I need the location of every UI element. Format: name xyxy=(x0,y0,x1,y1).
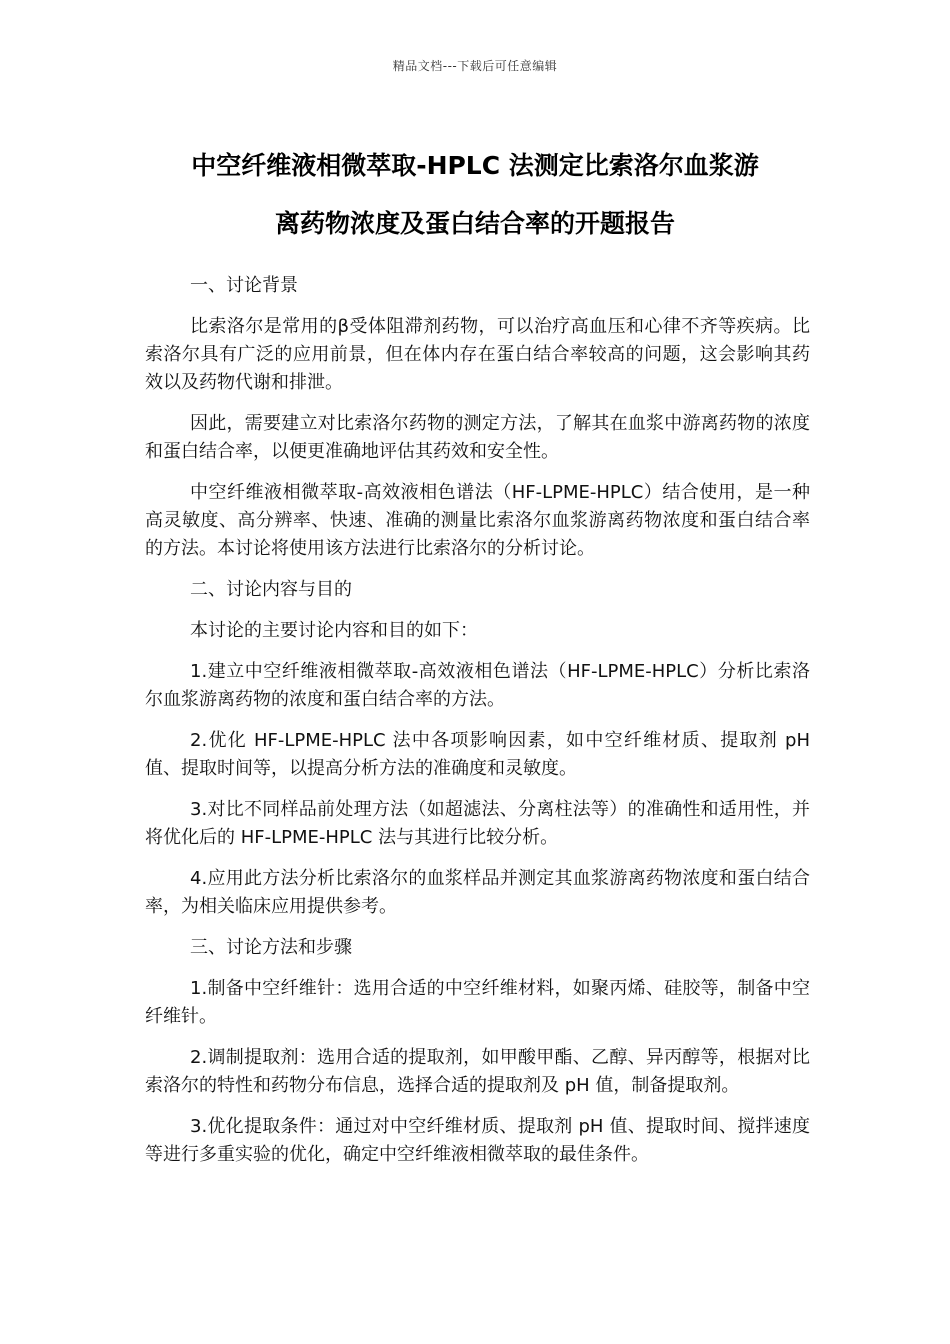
paragraph: 比索洛尔是常用的β受体阻滞剂药物，可以治疗高血压和心律不齐等疾病。比索洛尔具有广泛的应用前景，但在体内存在蛋白结合率较高的问题，这会影响其药效以及药物代谢和排泄。 xyxy=(145,316,810,393)
list-item: 2.调制提取剂：选用合适的提取剂，如甲酸甲酯、乙醇、异丙醇等，根据对比索洛尔的特性和药物分布信息，选择合适的提取剂及 pH 值，制备提取剂。 xyxy=(145,1047,810,1096)
paragraph: 因此，需要建立对比索洛尔药物的测定方法，了解其在血浆中游离药物的浓度和蛋白结合率，以便更准确地评估其药效和安全性。 xyxy=(145,413,810,462)
list-item: 3.对比不同样品前处理方法（如超滤法、分离柱法等）的准确性和适用性，并将优化后的 HF-LPME-HPLC 法与其进行比较分析。 xyxy=(145,799,810,848)
section-heading-content-purpose: 二、讨论内容与目的 xyxy=(190,579,352,600)
title-line-2: 离药物浓度及蛋白结合率的开题报告 xyxy=(274,209,675,238)
section-heading-methods: 三、讨论方法和步骤 xyxy=(190,937,352,958)
list-item: 2.优化 HF-LPME-HPLC 法中各项影响因素，如中空纤维材质、提取剂 pH 值、提取时间等，以提高分析方法的准确度和灵敏度。 xyxy=(145,730,810,779)
document-title xyxy=(120,137,830,253)
list-item: 1.制备中空纤维针：选用合适的中空纤维材料，如聚丙烯、硅胶等，制备中空纤维针。 xyxy=(145,978,810,1027)
section-heading-background: 一、讨论背景 xyxy=(190,275,298,296)
list-item: 4.应用此方法分析比索洛尔的血浆样品并测定其血浆游离药物浓度和蛋白结合率，为相关临床应用提供参考。 xyxy=(145,868,810,917)
list-item: 1.建立中空纤维液相微萃取-高效液相色谱法（HF-LPME-HPLC）分析比索洛尔血浆游离药物的浓度和蛋白结合率的方法。 xyxy=(145,661,810,710)
page-header: 精品文档---下载后可任意编辑 xyxy=(392,59,558,73)
title-line-1: 中空纤维液相微萃取-HPLC 法测定比索洛尔血浆游 xyxy=(191,151,759,180)
paragraph: 本讨论的主要讨论内容和目的如下： xyxy=(190,620,478,641)
document-body xyxy=(145,272,810,1182)
list-item: 3.优化提取条件：通过对中空纤维材质、提取剂 pH 值、提取时间、搅拌速度等进行多重实验的优化，确定中空纤维液相微萃取的最佳条件。 xyxy=(145,1116,810,1165)
paragraph: 中空纤维液相微萃取-高效液相色谱法（HF-LPME-HPLC）结合使用，是一种高灵敏度、高分辨率、快速、准确的测量比索洛尔血浆游离药物浓度和蛋白结合率的方法。本讨论将使用该方法进行比索洛尔的分析讨论。 xyxy=(145,482,810,559)
